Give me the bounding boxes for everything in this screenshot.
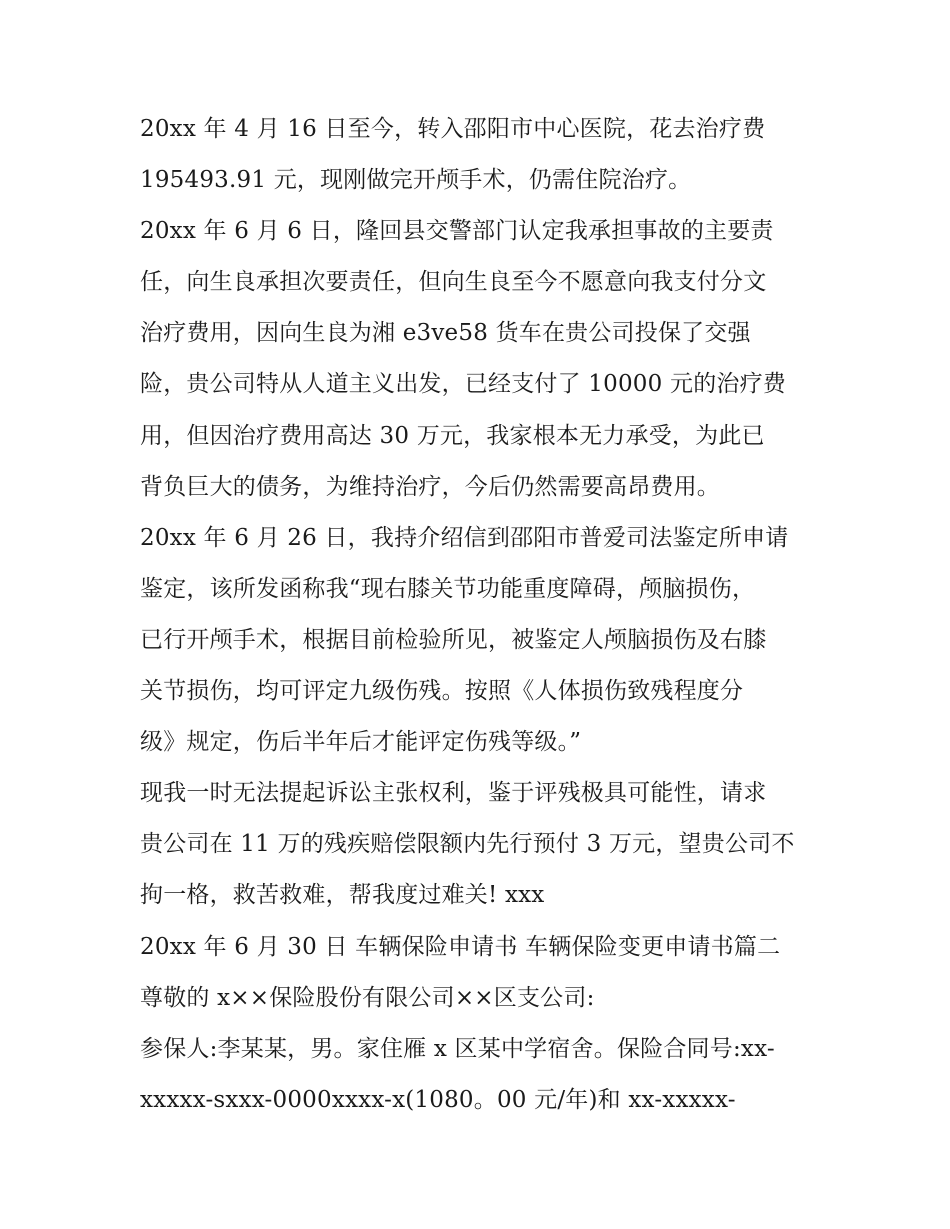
document-body [140,104,820,1126]
text-line: 关节损伤，均可评定九级伤残。按照《人体损伤致残程度分 [140,678,744,705]
text-line: 拘一格，救苦救难，帮我度过难关! xxx [140,882,545,909]
text-line: 治疗费用，因向生良为湘 e3ve58 货车在贵公司投保了交强 [140,320,751,347]
text-line: 任，向生良承担次要责任，但向生良至今不愿意向我支付分文 [140,269,767,296]
text-line: xxxxx-sxxx-0000xxxx-x(1080。00 元/年)和 xx-xxxxx- [140,1086,736,1113]
text-line: 20xx 年 6 月 26 日，我持介绍信到邵阳市普爱司法鉴定所申请 [140,524,789,551]
text-line: 195493.91 元，现刚做完开颅手术，仍需住院治疗。 [140,167,692,194]
text-line: 参保人:李某某，男。家住雁 x 区某中学宿舍。保险合同号:xx- [140,1035,775,1062]
text-line: 20xx 年 6 月 30 日 车辆保险申请书 车辆保险变更申请书篇二 [140,933,781,960]
text-line: 贵公司在 11 万的残疾赔偿限额内先行预付 3 万元，望贵公司不 [140,831,795,858]
text-line: 级》规定，伤后半年后才能评定伤残等级。” [140,729,582,756]
text-line: 鉴定，该所发函称我“现右膝关节功能重度障碍，颅脑损伤， [140,575,756,602]
text-line: 险，贵公司特从人道主义出发，已经支付了 10000 元的治疗费 [140,371,786,398]
text-line: 背负巨大的债务，为维持治疗，今后仍然需要高昂费用。 [140,473,720,500]
text-line: 20xx 年 4 月 16 日至今，转入邵阳市中心医院，花去治疗费 [140,116,766,142]
text-line: 现我一时无法提起诉讼主张权利，鉴于评残极具可能性，请求 [140,780,767,807]
text-line: 用，但因治疗费用高达 30 万元，我家根本无力承受，为此已 [140,422,765,449]
text-line: 尊敬的 x××保险股份有限公司××区支公司: [140,984,595,1011]
text-line: 20xx 年 6 月 6 日，隆回县交警部门认定我承担事故的主要责 [140,218,774,245]
text-line: 已行开颅手术，根据目前检验所见，被鉴定人颅脑损伤及右膝 [140,626,767,653]
